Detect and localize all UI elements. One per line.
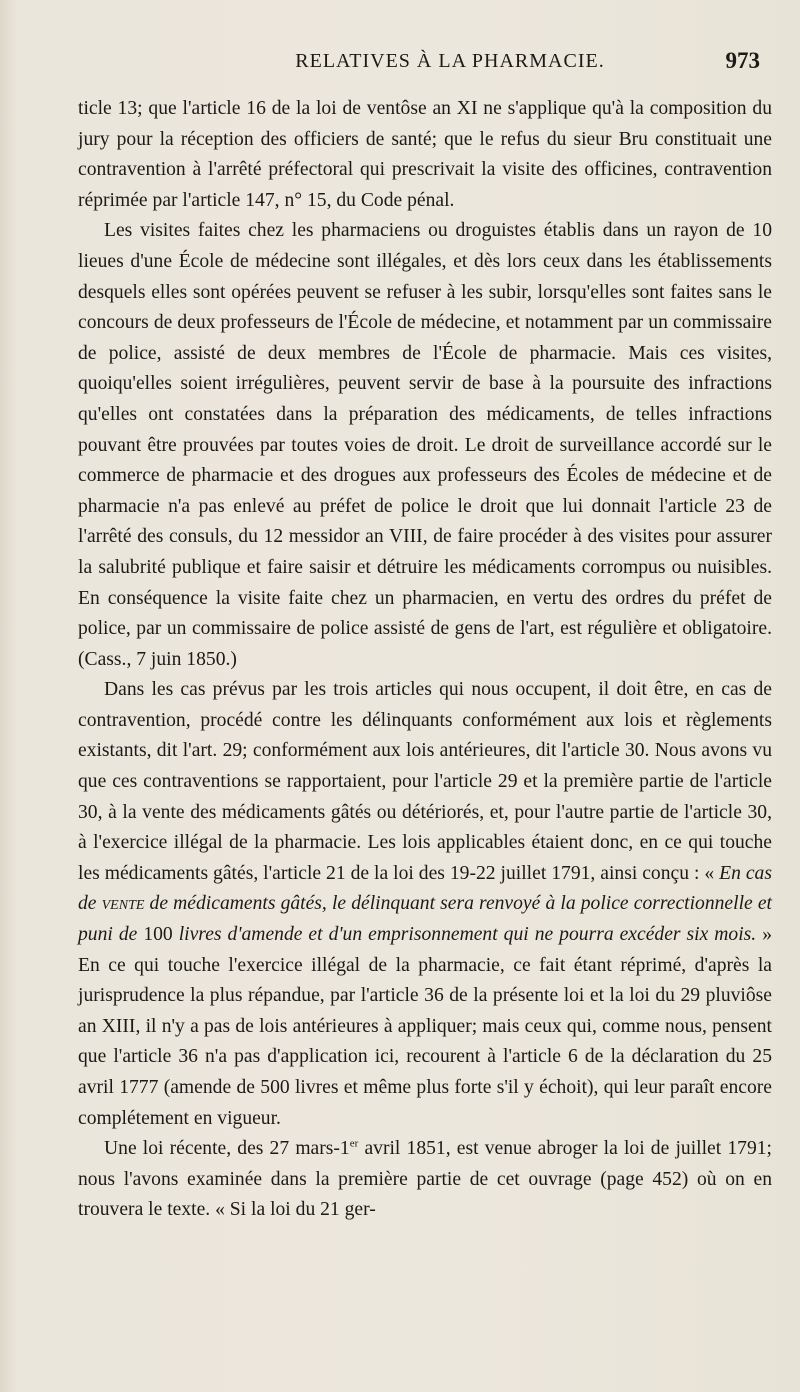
- quote-number: 100: [143, 924, 173, 946]
- paragraph-3-continuation: » En ce qui touche l'exercice illégal de la pharmacie, ce fait étant réprimé, d'après la jurisprudence la plus répandue, par l'article 36 de la présente loi et la loi du 29 pluviôse an XIII, il n'y a pas de lois antérieures à appliquer; mais ceux qui, comme nous, pensent que l'article 36 n'a pas d'application ici, recourent à l'article 6 de la déclaration du 25 avril 1777 (amende de 500 livres et même plus forte s'il y échoit), qui leur paraît encore complétement en vigueur.: [78, 924, 772, 1129]
- quote-part-b: de médicaments gâtés, le délinquant sera renvoyé à la police correctionnelle et puni de: [78, 893, 772, 946]
- running-head: [80, 50, 760, 84]
- quote-part-c: livres d'amende et d'un emprisonnement qui ne pourra excéder six mois.: [172, 924, 757, 946]
- paragraph-3: [78, 675, 772, 1134]
- paragraph-4: [78, 1134, 772, 1226]
- paragraph-4-text-b: avril 1851, est venue abroger la loi de juillet 1791; nous l'avons examinée dans la première partie de cet ouvrage (page 452) où on en trouvera le texte. « Si la loi du 21 ger-: [78, 1138, 772, 1221]
- quote-smallcaps: vente: [101, 893, 145, 915]
- ordinal-superscript: er: [349, 1137, 359, 1150]
- body-text: [78, 94, 772, 1226]
- paragraph-3-text: Dans les cas prévus par les trois articles qui nous occupent, il doit être, en cas de contravention, procédé contre les délinquants conformément aux lois et règlements existants, dit l'art. 29; conformément aux lois antérieures, dit l'article 30. Nous avons vu que ces contraventions se rapportaient, pour l'article 29 et la première partie de l'article 30, à la vente des médicaments gâtés ou détériorés, et, pour l'autre partie de l'article 30, à l'exercice illégal de la pharmacie. Les lois applicables étaient donc, en ce qui touche les médicaments gâtés, l'article 21 de la loi des 19-22 juillet 1791, ainsi conçu : «: [78, 679, 772, 884]
- paragraph-4-text-a: Une loi récente, des 27 mars-1: [104, 1138, 350, 1160]
- running-title: RELATIVES À LA PHARMACIE.: [295, 50, 605, 72]
- page-number: 973: [725, 48, 760, 73]
- quoted-law-end: [173, 924, 756, 945]
- quote-part-a: En cas de: [78, 862, 772, 915]
- paragraph-2: Les visites faites chez les pharmaciens ou droguistes établis dans un rayon de 10 lieues d'une École de médecine sont illégales, et dès lors ceux dans les établissements desquels elles sont opérées peuvent se refuser à les subir, lorsqu'elles sont faites sans le concours de deux professeurs de l'École de médecine, et notamment par un commissaire de police, assisté de deux membres de l'École de pharmacie. Mais ces visites, quoiqu'elles soient irrégulières, peuvent servir de base à la poursuite des infractions qu'elles ont constatées dans la préparation des médicaments, de telles infractions pouvant être prouvées par toutes voies de droit. Le droit de surveillance accordé sur le commerce de pharmacie et des drogues aux professeurs des Écoles de médecine et de pharmacie n'a pas enlevé au préfet de police le droit que lui donnait l'article 23 de l'arrêté des consuls, du 12 messidor an VIII, de faire procéder à des visites pour assurer la salubrité publique et faire saisir et détruire les médicaments corrompus ou nuisibles. En conséquence la visite faite chez un pharmacien, en vertu des ordres du préfet de police, par un commissaire de police assisté de gens de l'art, est régulière et obligatoire. (Cass., 7 juin 1850.): [78, 220, 772, 670]
- paragraph-1: ticle 13; que l'article 16 de la loi de ventôse an XI ne s'applique qu'à la composition du jury pour la réception des officiers de santé; que le refus du sieur Bru constituait une contravention à l'arrêté préfectoral qui prescrivait la visite des officines, contravention réprimée par l'article 147, n° 15, du Code pénal.: [78, 98, 772, 211]
